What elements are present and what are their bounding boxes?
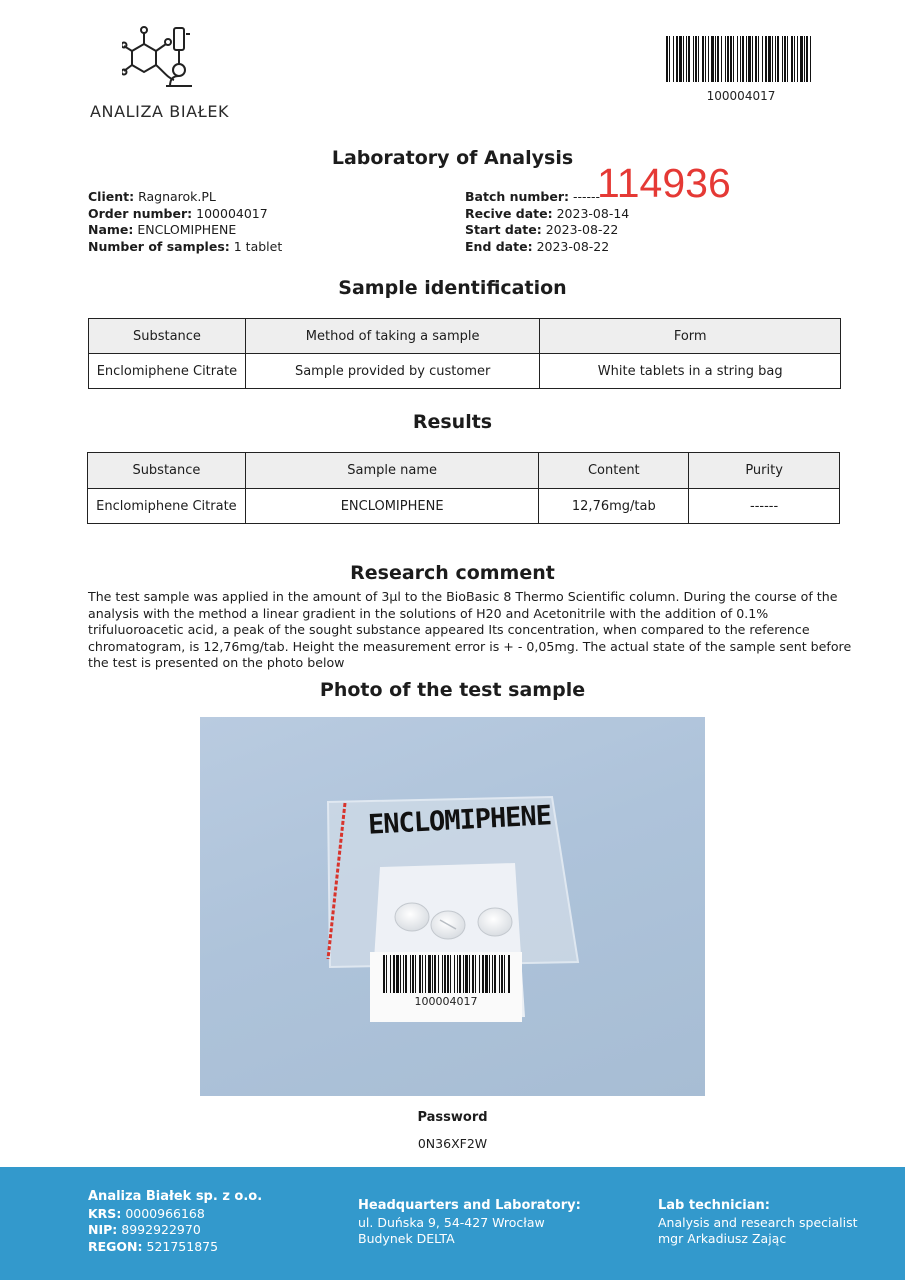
sample-identification-table <box>88 318 841 389</box>
research-comment-text: The test sample was applied in the amount of 3μl to the BioBasic 8 Thermo Scientific column. During the course of the analysis with the method a linear gradient in the solutions of H20 and Acetonitrile with the addition of 0.1% trifuluoroacetic acid, a peak of the sought substance appeared Its concentration, when compared to the reference chromatogram, is 12,76mg/tab. Height the measurement error is + - 0,05mg. The actual state of the sample sent before the test is presented on the photo below <box>88 589 852 670</box>
nip-row <box>88 1222 262 1239</box>
company-name: Analiza Białek sp. z o.o. <box>88 1189 263 1204</box>
table-cell: Sample provided by customer <box>245 354 540 389</box>
krs-row <box>88 1206 262 1223</box>
research-comment-heading: Research comment <box>350 562 555 584</box>
header-cell: Purity <box>689 453 840 489</box>
hq-heading: Headquarters and Laboratory: <box>358 1198 581 1213</box>
regon-label: REGON: <box>88 1238 143 1254</box>
barcode <box>666 36 816 84</box>
samples-row <box>88 239 282 256</box>
client-info <box>88 189 282 255</box>
sample-identification-heading: Sample identification <box>338 277 567 299</box>
order-label: Order number: <box>88 205 193 221</box>
client-label: Client: <box>88 189 135 204</box>
molecule-microscope-icon <box>122 26 202 94</box>
table-row <box>88 489 840 524</box>
tech-name: mgr Arkadiusz Zając <box>658 1231 787 1246</box>
start-row <box>465 222 629 239</box>
company-logo <box>88 26 248 124</box>
end-value: 2023-08-22 <box>536 238 610 254</box>
table-header-row <box>89 319 841 354</box>
header-cell: Substance <box>89 319 246 354</box>
krs-label: KRS: <box>88 1205 122 1221</box>
regon-value: 521751875 <box>146 1238 219 1254</box>
password-label: Password <box>417 1110 488 1125</box>
name-row <box>88 222 282 239</box>
bag-barcode-number: 100004017 <box>414 995 478 1008</box>
footer-company <box>88 1189 262 1255</box>
table-cell: ------ <box>689 489 840 524</box>
order-row <box>88 206 282 223</box>
results-heading: Results <box>412 411 493 433</box>
krs-value: 0000966168 <box>125 1205 205 1221</box>
sample-bag-illustration <box>200 717 705 1096</box>
photo-heading: Photo of the test sample <box>319 679 586 701</box>
recive-label: Recive date: <box>465 205 553 221</box>
barcode-number: 100004017 <box>706 89 776 103</box>
batch-label: Batch number: <box>465 189 570 204</box>
results-table <box>87 452 840 524</box>
table-cell: Enclomiphene Citrate <box>88 489 246 524</box>
page-title: Laboratory of Analysis <box>331 147 574 169</box>
header-cell: Sample name <box>245 453 539 489</box>
name-label: Name: <box>88 222 134 237</box>
nip-value: 8992922970 <box>121 1222 201 1237</box>
start-value: 2023-08-22 <box>545 222 619 237</box>
footer-headquarters <box>358 1198 581 1248</box>
footer-technician <box>658 1198 858 1248</box>
nip-label: NIP: <box>88 1222 118 1237</box>
recive-row <box>465 206 629 223</box>
batch-number: 114936 <box>597 160 731 206</box>
start-label: Start date: <box>465 222 542 237</box>
bag-handwritten-label: ENCLOMIPHENE <box>367 800 552 841</box>
table-cell: 12,76mg/tab <box>539 489 689 524</box>
logo-text: ANALIZA BIAŁEK <box>90 102 230 121</box>
name-value: ENCLOMIPHENE <box>137 222 237 237</box>
hq-building: Budynek DELTA <box>358 1231 455 1246</box>
password-value: 0N36XF2W <box>417 1136 488 1151</box>
samples-label: Number of samples: <box>88 238 230 254</box>
table-cell: Enclomiphene Citrate <box>89 354 246 389</box>
footer <box>0 1167 905 1280</box>
header-cell: Content <box>539 453 689 489</box>
test-sample-photo <box>200 717 705 1096</box>
header-cell: Substance <box>88 453 246 489</box>
header-cell: Method of taking a sample <box>245 319 540 354</box>
order-value: 100004017 <box>196 205 268 221</box>
hq-address: ul. Duńska 9, 54-427 Wrocław <box>358 1214 545 1230</box>
table-cell: ENCLOMIPHENE <box>245 489 539 524</box>
client-row <box>88 189 282 206</box>
table-cell: White tablets in a string bag <box>540 354 841 389</box>
batch-dashes: ------ <box>573 189 601 204</box>
end-label: End date: <box>465 238 533 254</box>
table-row <box>89 354 841 389</box>
table-header-row <box>88 453 840 489</box>
regon-row <box>88 1239 262 1256</box>
samples-value: 1 tablet <box>233 238 283 254</box>
recive-value: 2023-08-14 <box>556 205 630 221</box>
tech-heading: Lab technician: <box>658 1198 770 1213</box>
header-cell: Form <box>540 319 841 354</box>
client-value: Ragnarok.PL <box>138 189 216 204</box>
tech-title: Analysis and research specialist <box>658 1214 858 1230</box>
end-row <box>465 239 629 256</box>
